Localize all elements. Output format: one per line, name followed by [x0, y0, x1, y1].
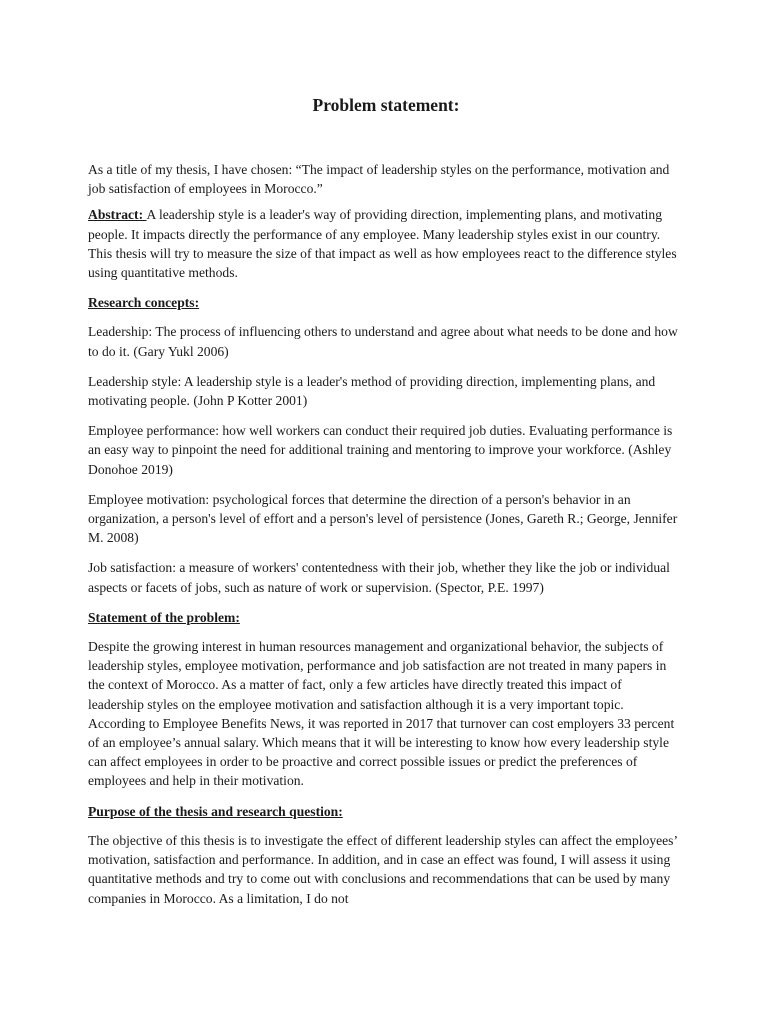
statement-heading: Statement of the problem: — [88, 609, 240, 625]
concept-leadership: Leadership: The process of influencing others to understand and agree about what needs to be done and how to do it. (Gary Yukl 2006) — [88, 324, 678, 359]
concept-employee-performance: Employee performance: how well workers can conduct their required job duties. Evaluating performance is an easy way to pinpoint the need for additional training and mentoring to improve your workforce. (Ashley Donohoe 2019) — [88, 423, 673, 477]
research-concepts-heading: Research concepts: — [88, 295, 200, 311]
statement-paragraph: Despite the growing interest in human resources management and organizational behavior, the subjects of leadership styles, employee motivation, performance and job satisfaction are not treated in many papers in the context of Morocco. As a matter of fact, only a few articles have directly treated this impact of leadership styles on the employee motivation and satisfaction although it is a very important topic. According to Employee Benefits News, it was reported in 2017 that turnover can cost employers 33 percent of an employee’s annual salary. Which means that it will be interesting to know how every leadership style can affect employees in order to be proactive and correct possible issues or predict the preferences of employees and help in their motivation. — [88, 639, 675, 789]
purpose-heading: Purpose of the thesis and research question: — [88, 803, 343, 819]
purpose-paragraph: The objective of this thesis is to investigate the effect of different leadership styles can affect the employees’ motivation, satisfaction and performance. In addition, and in case an effect was found, I will assess it using quantitative methods and try to come out with conclusions and recommendations that can be used by many companies in Morocco. As a limitation, I do not — [88, 832, 677, 906]
page-title: Problem statement: — [312, 95, 460, 115]
intro-paragraph: As a title of my thesis, I have chosen: “The impact of leadership styles on the performance, motivation and job satisfaction of employees in Morocco.” — [88, 162, 670, 197]
concept-employee-motivation: Employee motivation: psychological forces that determine the direction of a person's behavior in an organization, a person's level of effort and a person's level of persistence (Jones, Gareth R.; George, Jennifer M. 2008) — [88, 491, 678, 546]
concept-leadership-style: Leadership style: A leadership style is a leader's method of providing direction, implementing plans, and motivating people. (John P Kotter 2001) — [88, 373, 656, 409]
abstract-paragraph — [88, 205, 680, 282]
abstract-text: A leadership style is a leader's way of providing direction, implementing plans, and motivating people. It impacts directly the performance of any employee. Many leadership styles exist in our country. This thesis will try to measure the size of that impact as well as how employees react to the difference styles using quantitative methods. — [88, 207, 677, 281]
abstract-label: Abstract: — [88, 207, 147, 223]
concept-job-satisfaction: Job satisfaction: a measure of workers' contentedness with their job, whether they like the job or individual aspects or facets of jobs, such as nature of work or supervision. (Spector, P.E. 1997) — [88, 560, 670, 595]
